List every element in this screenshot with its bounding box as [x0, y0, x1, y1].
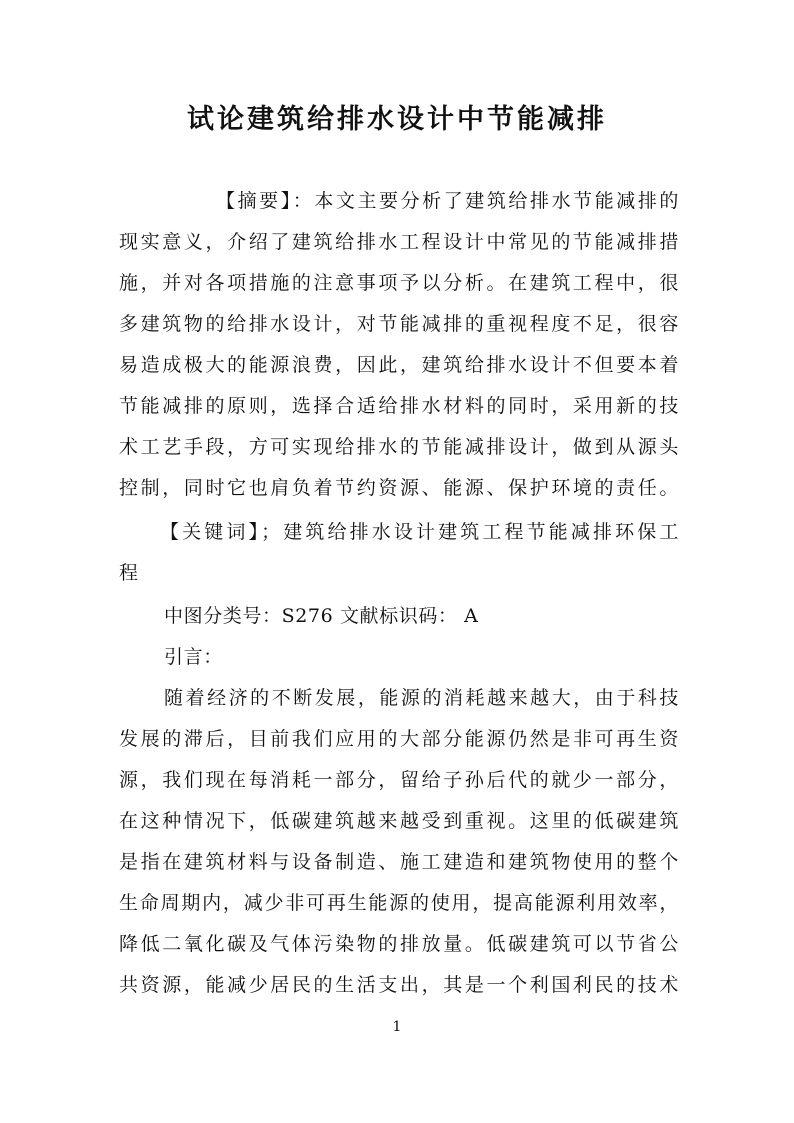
abstract-line: 施，并对各项措施的注意事项予以分析。在建筑工程中，很: [119, 272, 679, 294]
abstract-line: 术工艺手段，方可实现给排水的节能减排设计，做到从源头: [119, 436, 679, 458]
body-line: 共资源，能减少居民的生活支出，其是一个利国利民的技术: [119, 974, 679, 996]
body-line: 是指在建筑材料与设备制造、施工建造和建筑物使用的整个: [119, 851, 679, 873]
page-number: 1: [392, 1019, 402, 1035]
abstract-line: 易造成极大的能源浪费，因此，建筑给排水设计不但要本着: [119, 354, 679, 376]
body-line: 发展的滞后，目前我们应用的大部分能源仍然是非可再生资: [119, 728, 679, 750]
abstract-line: 节能减排的原则，选择合适给排水材料的同时，采用新的技: [119, 395, 679, 417]
abstract-line: 控制，同时它也肩负着节约资源、能源、保护环境的责任。: [119, 477, 679, 499]
abstract-line: 现实意义，介绍了建筑给排水工程设计中常见的节能减排措: [119, 231, 679, 253]
intro-heading: 引言：: [164, 646, 223, 668]
body-line: 源，我们现在每消耗一部分，留给子孙后代的就少一部分，: [119, 769, 679, 791]
abstract-line: 多建筑物的给排水设计，对节能减排的重视程度不足，很容: [119, 313, 679, 335]
body-line: 降低二氧化碳及气体污染物的排放量。低碳建筑可以节省公: [119, 933, 679, 955]
body-line: 生命周期内，减少非可再生能源的使用，提高能源利用效率，: [119, 892, 679, 914]
keywords-line: 【关键词】；建筑给排水设计建筑工程节能减排环保工: [160, 521, 679, 543]
keywords-line: 程: [119, 562, 139, 584]
body-line: 随着经济的不断发展，能源的消耗越来越大，由于科技: [164, 687, 679, 709]
classification-line: 中图分类号：S276 文献标识码： A: [164, 605, 479, 627]
abstract-line: 【摘要】：本文主要分析了建筑给排水节能减排的: [216, 190, 679, 212]
body-line: 在这种情况下，低碳建筑越来越受到重视。这里的低碳建筑: [119, 810, 679, 832]
document-title: 试论建筑给排水设计中节能减排: [187, 104, 607, 135]
